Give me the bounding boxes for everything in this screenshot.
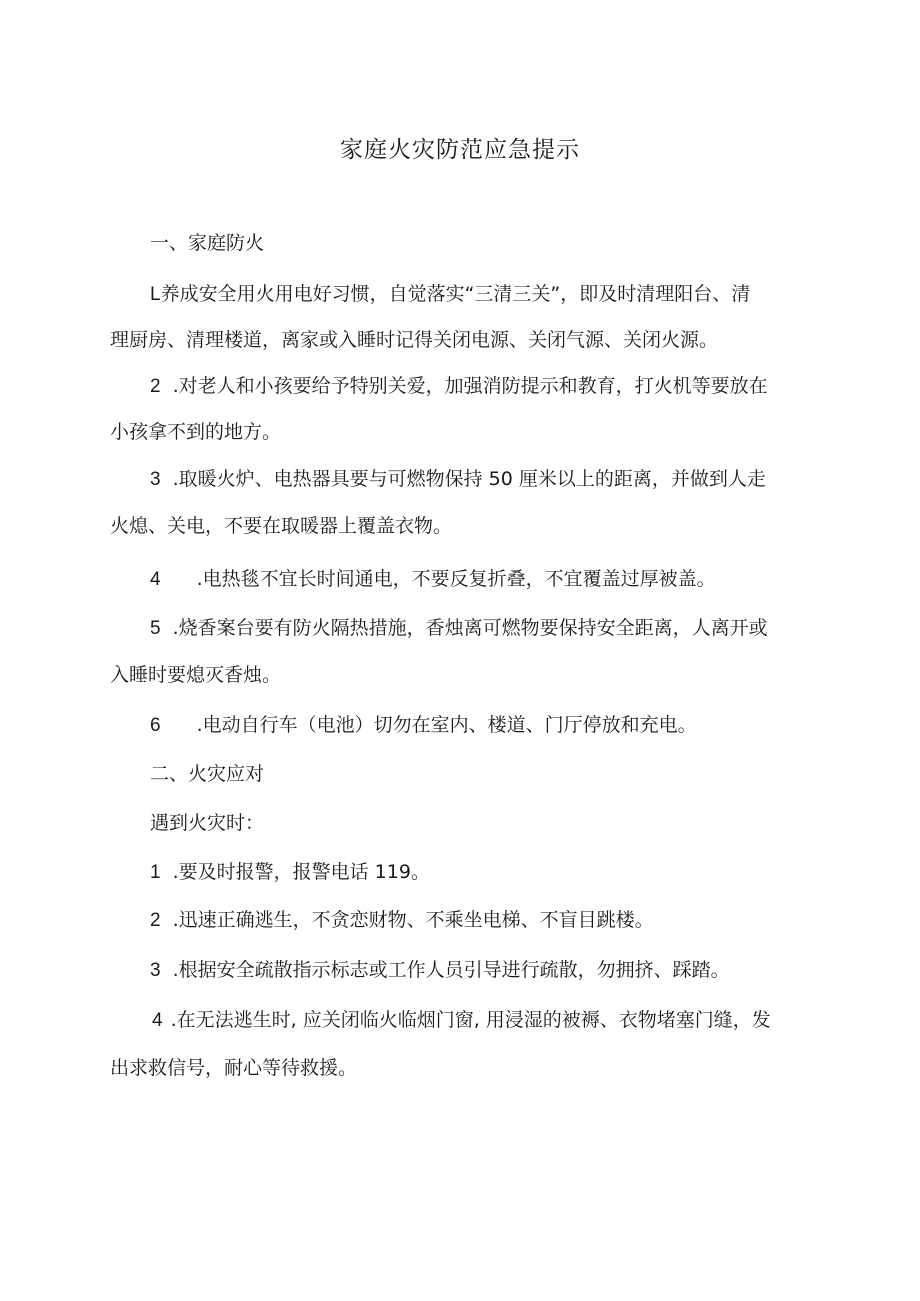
response-item-1	[150, 857, 430, 888]
list-item-text: .取暖火炉、电热器具要与可燃物保持 50 厘米以上的距离，并做到人走	[172, 468, 766, 490]
list-item-1-line-1	[150, 279, 750, 310]
list-item-number: L	[150, 284, 161, 305]
list-item-text: .在无法逃生时, 应关闭临火临烟门窗, 用浸湿的被褥、衣物堵塞门缝，发	[170, 1009, 771, 1031]
list-item-text: .根据安全疏散指示标志或工作人员引导进行疏散，勿拥挤、踩踏。	[172, 959, 730, 981]
list-item-number: 3	[150, 469, 161, 490]
list-item-number: 3	[150, 960, 161, 981]
response-item-4-line-2: 出求救信号，耐心等待救援。	[110, 1057, 358, 1079]
list-item-text: .烧香案台要有防火隔热措施，香烛离可燃物要保持安全距离，人离开或	[172, 617, 768, 639]
section-heading-fire-response: 二、火灾应对	[150, 763, 265, 785]
list-item-5-line-2: 入睡时要熄灭香烛。	[110, 664, 282, 686]
list-item-number: 4	[150, 569, 161, 590]
list-item-number: 6	[150, 715, 161, 736]
section-heading-fire-prevention: 一、家庭防火	[150, 232, 265, 254]
list-item-number: 2	[150, 910, 161, 931]
response-item-3	[150, 955, 730, 986]
section-intro: 遇到火灾时：	[150, 812, 265, 834]
list-item-2-line-1	[150, 371, 768, 402]
list-item-text: .要及时报警，报警电话 119。	[172, 861, 430, 883]
list-item-3-line-1	[150, 464, 766, 495]
document-title: 家庭火灾防范应急提示	[340, 137, 580, 163]
list-item-6-line-1	[150, 710, 697, 741]
list-item-text: .迅速正确逃生，不贪恋财物、不乘坐电梯、不盲目跳楼。	[172, 909, 654, 931]
list-item-number: 1	[150, 862, 161, 883]
response-item-4-line-1	[152, 1005, 771, 1036]
list-item-text: .对老人和小孩要给予特别关爱，加强消防提示和教育，打火机等要放在	[172, 375, 768, 397]
list-item-number: 4	[152, 1010, 163, 1031]
response-item-2	[150, 905, 654, 936]
list-item-text: 养成安全用火用电好习惯，自觉落实“三清三关”，即及时清理阳台、清	[160, 283, 751, 305]
list-item-number: 2	[150, 376, 161, 397]
list-item-text: .电热毯不宜长时间通电，不要反复折叠，不宜覆盖过厚被盖。	[196, 568, 716, 590]
list-item-4-line-1	[150, 564, 716, 595]
list-item-3-line-2: 火熄、关电，不要在取暖器上覆盖衣物。	[110, 515, 453, 537]
list-item-5-line-1	[150, 613, 768, 644]
list-item-text: .电动自行车（电池）切勿在室内、楼道、门厅停放和充电。	[196, 714, 697, 736]
list-item-2-line-2: 小孩拿不到的地方。	[110, 421, 282, 443]
list-item-number: 5	[150, 618, 161, 639]
list-item-1-line-2: 理厨房、清理楼道，离家或入睡时记得关闭电源、关闭气源、关闭火源。	[110, 329, 719, 351]
